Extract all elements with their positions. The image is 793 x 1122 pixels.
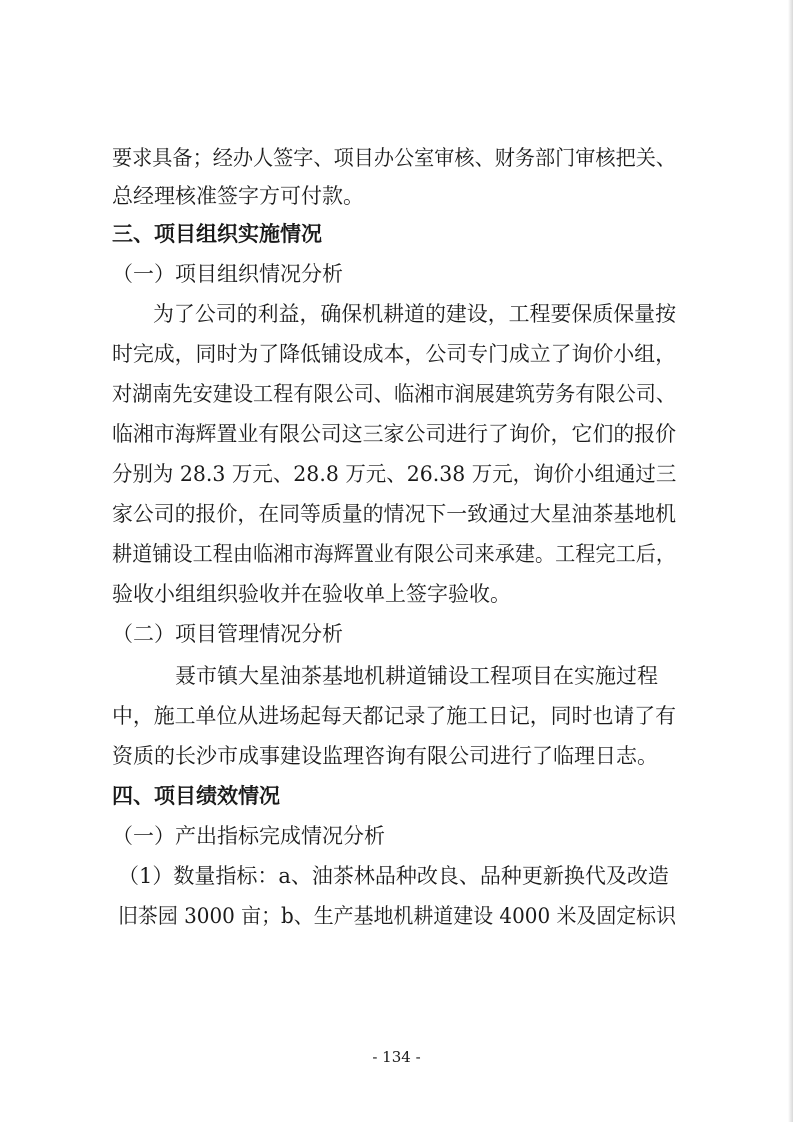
text-line: 时完成，同时为了降低铺设成本，公司专门成立了询价小组，: [112, 342, 676, 366]
text-line: 家公司的报价，在同等质量的情况下一致通过大星油茶基地机: [112, 502, 676, 526]
page-number: - 134 -: [372, 1048, 421, 1066]
text-line: 资质的长沙市成事建设监理咨询有限公司进行了临理日志。: [112, 744, 658, 768]
subsection-heading: （二）项目管理情况分析: [112, 622, 343, 646]
subsection-heading: （一）项目组织情况分析: [112, 262, 343, 286]
text-line: 要求具备；经办人签字、项目办公室审核、财务部门审核把关、: [112, 146, 676, 170]
section-heading: 四、项目绩效情况: [112, 784, 280, 808]
text-line: （1）数量指标：a、油茶林品种改良、品种更新换代及改造: [118, 864, 669, 888]
text-line: 旧茶园 3000 亩；b、生产基地机耕道建设 4000 米及固定标识: [118, 904, 677, 928]
page-edge-shadow: [788, 0, 793, 1122]
text-line: 分别为 28.3 万元、28.8 万元、26.38 万元，询价小组通过三: [112, 462, 677, 486]
text-line: 为了公司的利益，确保机耕道的建设，工程要保质保量按: [153, 302, 676, 326]
text-line: 对湖南先安建设工程有限公司、临湘市润展建筑劳务有限公司、: [112, 382, 676, 406]
text-line: 中，施工单位从进场起每天都记录了施工日记，同时也请了有: [112, 704, 676, 728]
text-line: 聂市镇大星油茶基地机耕道铺设工程项目在实施过程: [175, 664, 658, 688]
text-line: 临湘市海辉置业有限公司这三家公司进行了询价，它们的报价: [112, 422, 676, 446]
text-line: 耕道铺设工程由临湘市海辉置业有限公司来承建。工程完工后，: [112, 542, 676, 566]
text-line: 验收小组组织验收并在验收单上签字验收。: [112, 582, 511, 606]
text-line: 总经理核准签字方可付款。: [112, 184, 364, 208]
subsection-heading: （一）产出指标完成情况分析: [112, 824, 385, 848]
section-heading: 三、项目组织实施情况: [112, 222, 322, 246]
